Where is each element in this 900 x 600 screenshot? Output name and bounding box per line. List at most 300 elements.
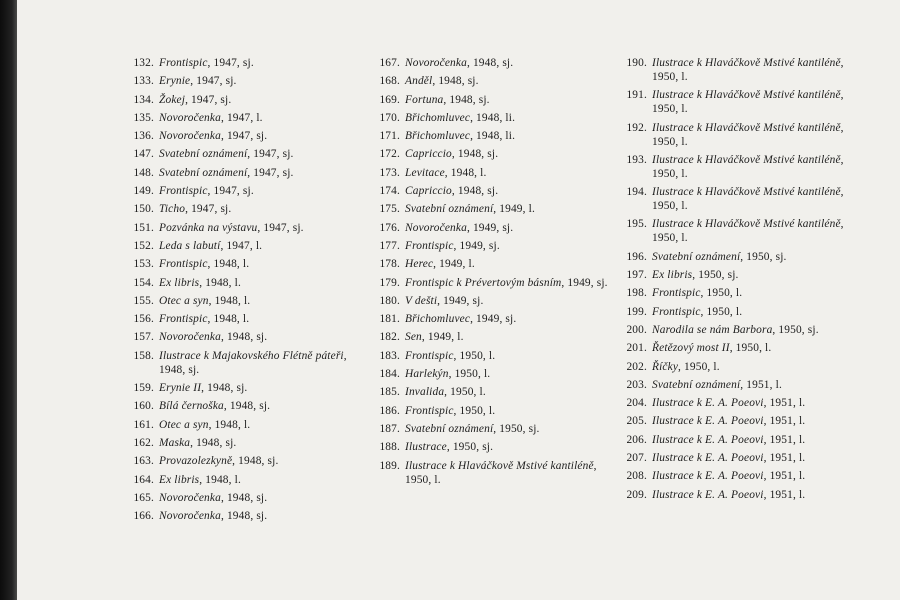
catalog-entry	[611, 414, 851, 428]
catalog-entry	[611, 469, 851, 483]
catalog-entry	[364, 440, 614, 454]
catalog-entry	[118, 418, 358, 432]
catalog-entry	[118, 381, 358, 395]
catalog-entry	[611, 488, 851, 502]
entry-number: 202.	[626, 360, 647, 373]
entry-number: 173.	[379, 166, 400, 179]
catalog-entry	[118, 454, 358, 468]
entry-details: , 1950, l.	[700, 305, 743, 318]
entry-title: Svatební oznámení	[652, 250, 741, 263]
entry-text	[405, 276, 614, 290]
entry-title: Ilustrace k E. A. Poeovi	[652, 433, 764, 446]
book-binding-edge	[0, 0, 17, 600]
entry-details: , 1947, sj.	[247, 148, 294, 161]
entry-title: Capriccio	[405, 148, 452, 161]
entry-title: Břichomluvec	[405, 313, 471, 326]
entry-text	[159, 166, 358, 180]
entry-details: , 1950, l.	[453, 349, 496, 362]
entry-details: , 1948, sj.	[466, 57, 514, 69]
entry-details: , 1950, l.	[652, 218, 844, 245]
entry-details: , 1948, sj.	[432, 75, 479, 88]
catalog-entry	[611, 396, 851, 410]
catalog-entry	[364, 330, 614, 344]
entry-title: Capriccio	[405, 185, 452, 198]
catalog-entry	[364, 56, 614, 70]
catalog-entry	[364, 166, 614, 180]
entry-details: , 1949, sj.	[466, 221, 514, 234]
entry-details: , 1948, sj.	[232, 455, 279, 468]
entry-text	[405, 257, 614, 271]
entry-number: 209.	[626, 488, 647, 501]
catalog-entry	[364, 459, 614, 487]
entry-number: 197.	[626, 269, 647, 282]
entry-details: , 1947, sj.	[220, 130, 268, 143]
entry-number: 178.	[379, 258, 400, 271]
entry-text	[405, 147, 614, 161]
entry-details: , 1951, l.	[763, 470, 806, 483]
entry-title: Harlekýn	[405, 368, 449, 381]
catalog-entry	[364, 129, 614, 143]
entry-title: Leda s labutí	[159, 239, 221, 252]
entry-title: Ilustrace k E. A. Poeovi	[652, 470, 764, 483]
entry-details: , 1948, sj.	[220, 331, 268, 344]
entry-details: , 1948, sj.	[451, 148, 499, 161]
entry-text	[405, 404, 614, 418]
entry-number: 195.	[626, 218, 647, 231]
entry-title: Narodila se nám Barbora	[652, 323, 773, 336]
entry-text	[405, 74, 614, 88]
entry-title: Invalida	[405, 386, 445, 399]
catalog-entry	[611, 323, 851, 337]
entry-number: 133.	[133, 75, 154, 88]
catalog-entry	[364, 147, 614, 161]
entry-details: , 1949, sj.	[561, 276, 608, 289]
entry-text	[405, 184, 614, 198]
catalog-entry	[364, 111, 614, 125]
entry-title: Ex libris	[159, 276, 200, 289]
catalog-entry	[118, 349, 358, 377]
entry-number: 169.	[379, 93, 400, 106]
entry-number: 166.	[133, 510, 154, 523]
entry-details: , 1948, sj.	[220, 510, 268, 523]
entry-details: , 1949, sj.	[470, 313, 517, 326]
entry-title: Ilustrace k Hlaváčkově Mstivé kantiléně	[652, 218, 841, 231]
catalog-entry	[364, 202, 614, 216]
entry-details: , 1947, sj.	[185, 93, 232, 106]
entry-text	[652, 360, 851, 374]
entry-text	[652, 341, 851, 355]
catalog-column-3	[611, 56, 851, 506]
entry-details: , 1948, sj.	[190, 436, 237, 449]
entry-text	[652, 305, 851, 319]
entry-number: 151.	[133, 221, 154, 234]
entry-number: 193.	[626, 153, 647, 166]
entry-title: Frontispic	[405, 404, 454, 417]
entry-title: Otec a syn	[159, 418, 209, 431]
entry-text	[405, 385, 614, 399]
catalog-entry	[118, 147, 358, 161]
catalog-entry	[118, 257, 358, 271]
entry-details: , 1951, l.	[740, 378, 782, 391]
catalog-entry	[611, 88, 851, 116]
catalog-entry	[364, 221, 614, 235]
entry-title: Svatební oznámení	[405, 203, 494, 216]
entry-title: Žokej	[159, 93, 186, 106]
entry-number: 134.	[133, 93, 154, 106]
entry-number: 164.	[133, 473, 154, 486]
catalog-entry	[364, 404, 614, 418]
catalog-entry	[364, 276, 614, 290]
catalog-entry	[118, 202, 358, 216]
entry-details: , 1949, sj.	[437, 294, 484, 307]
entry-number: 186.	[379, 404, 400, 417]
entry-number: 153.	[133, 258, 154, 271]
entry-number: 156.	[133, 313, 154, 326]
entry-details: , 1947, sj.	[185, 203, 232, 216]
entry-number: 148.	[133, 166, 154, 179]
entry-text	[159, 147, 358, 161]
catalog-entry	[611, 378, 851, 392]
entry-number: 158.	[133, 349, 154, 362]
entry-number: 180.	[379, 294, 400, 307]
entry-details: , 1948, l.	[208, 418, 251, 431]
entry-text	[652, 268, 851, 282]
catalog-entry	[611, 217, 851, 245]
entry-text	[405, 330, 614, 344]
entry-title: Novoročenka	[159, 331, 221, 344]
entry-title: Frontispic	[159, 185, 208, 198]
catalog-entry	[364, 239, 614, 253]
catalog-entry	[118, 436, 358, 450]
entry-text	[405, 111, 614, 125]
catalog-entry	[611, 56, 851, 84]
entry-title: Provazolezkyně	[159, 455, 233, 468]
catalog-entry	[118, 276, 358, 290]
entry-title: Novoročenka	[159, 130, 221, 143]
entry-number: 132.	[133, 57, 154, 69]
entry-number: 157.	[133, 331, 154, 344]
entry-title: Erynie	[159, 75, 191, 88]
entry-details: , 1950, l.	[453, 404, 496, 417]
entry-text	[652, 153, 851, 181]
entry-number: 204.	[626, 397, 647, 410]
entry-details: , 1947, l.	[220, 111, 263, 124]
entry-details: , 1947, l.	[220, 239, 263, 252]
entry-title: Frontispic	[652, 287, 701, 300]
entry-number: 207.	[626, 452, 647, 465]
entry-number: 152.	[133, 239, 154, 252]
entry-details: , 1950, l.	[700, 287, 743, 300]
entry-number: 177.	[379, 239, 400, 252]
entry-title: Ilustrace k Hlaváčkově Mstivé kantiléně	[652, 186, 841, 199]
entry-number: 187.	[379, 422, 400, 435]
entry-text	[405, 202, 614, 216]
entry-title: Herec	[405, 258, 434, 271]
entry-text	[652, 286, 851, 300]
catalog-entry	[364, 294, 614, 308]
entry-title: Řetězový most II	[652, 342, 730, 355]
catalog-entry	[118, 166, 358, 180]
catalog-entry	[364, 74, 614, 88]
entry-text	[405, 239, 614, 253]
catalog-entry	[118, 399, 358, 413]
entry-title: Ilustrace k E. A. Poeovi	[652, 488, 764, 501]
catalog-entry	[611, 121, 851, 149]
entry-details: , 1951, l.	[763, 397, 806, 410]
entry-number: 174.	[379, 185, 400, 198]
entry-text	[159, 221, 358, 235]
entry-number: 196.	[626, 250, 647, 263]
entry-title: Ilustrace k Hlaváčkově Mstivé kantiléně	[652, 121, 841, 134]
entry-text	[652, 185, 851, 213]
entry-number: 194.	[626, 186, 647, 199]
entry-title: Ilustrace k Hlaváčkově Mstivé kantiléně	[405, 459, 594, 472]
entry-number: 201.	[626, 342, 647, 355]
entry-details: , 1948, l.	[199, 473, 241, 486]
entry-number: 179.	[379, 276, 400, 289]
entry-title: Břichomluvec	[405, 111, 471, 124]
entry-text	[405, 166, 614, 180]
entry-details: , 1948, li.	[470, 111, 516, 124]
catalog-entry	[611, 268, 851, 282]
entry-number: 165.	[133, 491, 154, 504]
catalog-entry	[611, 341, 851, 355]
entry-number: 182.	[379, 331, 400, 344]
entry-details: , 1948, sj.	[451, 185, 499, 198]
entry-text	[652, 56, 851, 84]
entry-number: 175.	[379, 203, 400, 216]
entry-text	[652, 433, 851, 447]
entry-text	[159, 202, 358, 216]
entry-title: Novoročenka	[405, 57, 467, 69]
entry-details: , 1951, l.	[763, 488, 806, 501]
entry-title: Ilustrace k E. A. Poeovi	[652, 415, 764, 428]
entry-title: Bílá černoška	[159, 400, 224, 413]
entry-text	[159, 330, 358, 344]
entry-number: 135.	[133, 111, 154, 124]
catalog-entry	[611, 286, 851, 300]
entry-details: , 1948, sj.	[223, 400, 271, 413]
entry-text	[405, 294, 614, 308]
entry-title: Otec a syn	[159, 294, 209, 307]
entry-number: 206.	[626, 433, 647, 446]
entry-text	[159, 129, 358, 143]
catalog-entry	[611, 360, 851, 374]
entry-number: 160.	[133, 400, 154, 413]
entry-text	[652, 88, 851, 116]
entry-details: , 1951, l.	[763, 452, 806, 465]
entry-details: , 1950, l.	[678, 360, 720, 373]
catalog-entry	[118, 509, 358, 523]
entry-title: Ilustrace k Hlaváčkově Mstivé kantiléně	[652, 89, 841, 102]
entry-text	[159, 399, 358, 413]
catalog-entry	[118, 239, 358, 253]
entry-text	[159, 184, 358, 198]
entry-details: , 1950, l.	[652, 89, 844, 116]
entry-details: , 1950, l.	[652, 153, 844, 180]
entry-text	[159, 509, 358, 523]
catalog-entry	[611, 305, 851, 319]
catalog-column-1	[118, 56, 358, 527]
entry-number: 181.	[379, 313, 400, 326]
entry-title: Ilustrace k Hlaváčkově Mstivé kantiléně	[652, 57, 841, 69]
entry-details: , 1948, l.	[444, 166, 487, 179]
entry-title: Frontispic	[405, 349, 454, 362]
entry-title: Ex libris	[159, 473, 200, 486]
entry-number: 161.	[133, 418, 154, 431]
entry-text	[159, 349, 358, 377]
entry-number: 150.	[133, 203, 154, 216]
entry-title: Svatební oznámení	[405, 422, 494, 435]
entry-number: 162.	[133, 436, 154, 449]
entry-number: 198.	[626, 287, 647, 300]
entry-number: 149.	[133, 185, 154, 198]
entry-text	[159, 56, 358, 70]
entry-title: Erynie II	[159, 382, 202, 395]
entry-details: , 1949, l.	[421, 331, 464, 344]
entry-details: , 1950, sj.	[493, 422, 540, 435]
entry-details: , 1948, li.	[470, 130, 516, 143]
entry-number: 208.	[626, 470, 647, 483]
entry-number: 136.	[133, 130, 154, 143]
entry-text	[652, 414, 851, 428]
entry-details: , 1950, l.	[652, 186, 844, 213]
entry-number: 155.	[133, 294, 154, 307]
entry-text	[652, 378, 851, 392]
catalog-entry	[611, 250, 851, 264]
entry-title: Ticho	[159, 203, 186, 216]
entry-number: 189.	[379, 459, 400, 472]
entry-text	[159, 93, 358, 107]
entry-text	[652, 121, 851, 149]
entry-text	[405, 129, 614, 143]
entry-details: , 1947, sj.	[247, 166, 294, 179]
entry-title: Ilustrace k Hlaváčkově Mstivé kantiléně	[652, 153, 841, 166]
entry-title: Novoročenka	[159, 510, 221, 523]
entry-details: , 1947, sj.	[207, 185, 254, 198]
entry-number: 199.	[626, 305, 647, 318]
entry-details: , 1950, l.	[652, 121, 844, 148]
entry-details: , 1950, sj.	[446, 441, 494, 454]
entry-details: , 1950, sj.	[692, 269, 739, 282]
catalog-entry	[118, 473, 358, 487]
entry-number: 168.	[379, 75, 400, 88]
catalog-entry	[118, 74, 358, 88]
entry-text	[159, 436, 358, 450]
entry-text	[405, 221, 614, 235]
entry-text	[652, 396, 851, 410]
entry-number: 192.	[626, 121, 647, 134]
entry-title: Fortuna	[405, 93, 444, 106]
entry-details: , 1950, sj.	[772, 323, 819, 336]
entry-details: , 1951, l.	[763, 415, 806, 428]
entry-details: , 1949, l.	[493, 203, 535, 216]
entry-title: Frontispic	[159, 57, 208, 69]
entry-number: 191.	[626, 89, 647, 102]
catalog-entry	[118, 56, 358, 70]
entry-text	[405, 312, 614, 326]
entry-text	[405, 422, 614, 436]
catalog-entry	[118, 129, 358, 143]
entry-number: 167.	[379, 57, 400, 69]
entry-title: Novoročenka	[159, 491, 221, 504]
catalog-entry	[118, 330, 358, 344]
entry-text	[405, 349, 614, 363]
entry-details: , 1949, l.	[433, 258, 475, 271]
catalog-entry	[118, 294, 358, 308]
entry-title: Levitace	[405, 166, 445, 179]
entry-number: 205.	[626, 415, 647, 428]
catalog-entry	[364, 367, 614, 381]
entry-text	[652, 488, 851, 502]
entry-number: 176.	[379, 221, 400, 234]
entry-title: Frontispic	[159, 313, 208, 326]
entry-details: , 1950, l.	[652, 57, 844, 83]
catalog-column-2	[364, 56, 614, 491]
entry-details: , 1948, sj.	[201, 382, 248, 395]
entry-details: , 1947, sj.	[257, 221, 304, 234]
catalog-entry	[611, 451, 851, 465]
entry-text	[652, 217, 851, 245]
catalog-entry	[364, 312, 614, 326]
catalog-entry	[364, 257, 614, 271]
catalog-entry	[118, 184, 358, 198]
entry-text	[159, 454, 358, 468]
entry-title: Svatební oznámení	[159, 148, 248, 161]
entry-title: Novoročenka	[159, 111, 221, 124]
entry-details: , 1948, l.	[208, 294, 251, 307]
entry-text	[159, 473, 358, 487]
entry-title: Svatební oznámení	[159, 166, 248, 179]
entry-title: Ilustrace k E. A. Poeovi	[652, 397, 764, 410]
entry-number: 159.	[133, 382, 154, 395]
entry-text	[405, 93, 614, 107]
entry-details: , 1948, l.	[207, 313, 250, 326]
entry-title: Novoročenka	[405, 221, 467, 234]
entry-details: , 1950, sj.	[740, 250, 787, 263]
entry-number: 154.	[133, 276, 154, 289]
entry-title: Svatební oznámení	[652, 378, 741, 391]
entry-details: , 1949, sj.	[453, 239, 500, 252]
entry-text	[159, 294, 358, 308]
entry-title: V dešti	[405, 294, 438, 307]
entry-text	[159, 239, 358, 253]
entry-text	[159, 312, 358, 326]
entry-text	[405, 56, 614, 70]
catalog-entry	[118, 111, 358, 125]
entry-title: Frontispic	[405, 239, 454, 252]
entry-title: Ilustrace k E. A. Poeovi	[652, 452, 764, 465]
entry-title: Ex libris	[652, 269, 693, 282]
entry-number: 188.	[379, 441, 400, 454]
catalog-entry	[118, 93, 358, 107]
entry-text	[159, 276, 358, 290]
entry-details: , 1948, sj.	[443, 93, 490, 106]
entry-details: , 1950, l.	[444, 386, 486, 399]
catalog-entry	[611, 185, 851, 213]
entry-text	[159, 381, 358, 395]
entry-text	[652, 469, 851, 483]
entry-text	[159, 418, 358, 432]
entry-title: Ilustrace k Majakovského Flétně páteři	[159, 349, 344, 362]
catalog-entry	[364, 184, 614, 198]
entry-number: 190.	[626, 57, 647, 69]
catalog-entry	[364, 385, 614, 399]
entry-number: 185.	[379, 386, 400, 399]
entry-text	[405, 459, 614, 487]
entry-text	[652, 250, 851, 264]
entry-number: 184.	[379, 368, 400, 381]
